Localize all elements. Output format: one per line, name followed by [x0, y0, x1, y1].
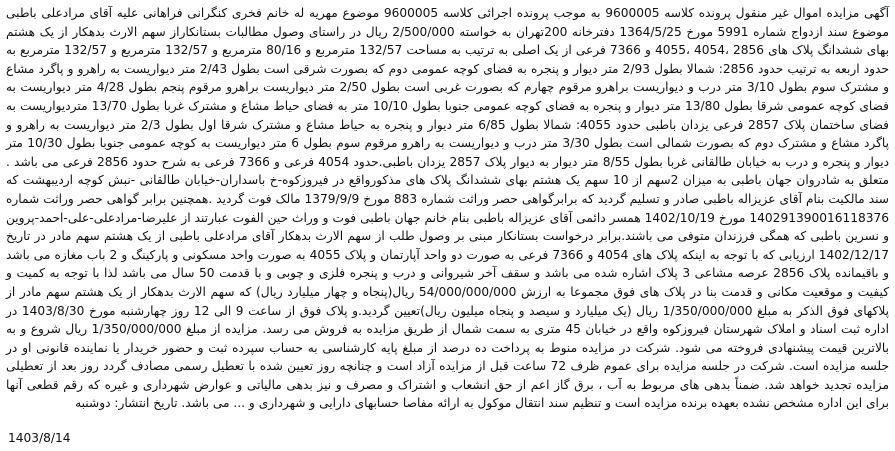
publication-date: 1403/8/14: [8, 431, 71, 445]
notice-body-text: آگهی مزایده اموال غیر منقول پرونده کلاسه 9600005 به موجب پرونده اجرائی کلاسه 9600005 موضوع مهریه له خانم فخری کنگرانی فراهانی علیه آقای مرادعلی باطبی موضوع سند ازدواج شماره 5991 مورخ 1364/5/25 دفترخانه 200تهران به خواسته 2/500/000 ریال در راستای وصول مطالبات بستانکاراز سهم الارث بدهکار از یک هشتم بهای ششدانگ پلاک های 2856 ،4054 ،4055 و 7366 فرعی از یک اصلی به ترتیب به مساحت 132/57 مترمربع و 80/16 مترمربع و 132/57 مترمربع و 132/57 مترمربع به حدود اربعه به ترتیب حدود 2856: شمالا بطول 2/93 متر دیوار و پنجره به فضای کوچه عمومی دوم که بصورت شرقی است بطول 2/43 متر دیواریست به راهرو و پاگرد مشاع و مشترک سوم بطول 3/10 متر درب و دیواریست براهرو مرقوم چهارم که بصورت غربی است بطول 2/50 متر دیواریست براهرو مرقوم پنجم بطول 4/28 متر دیواریست به فضای کوچه عمومی شرقا بطول 13/80 متر دیوار و پنجره به فضای کوچه عمومی جنوبا بطول 10/10 متر به فضای حیاط مشاع و مشترک غربا بطول 13/70 متردیواریست به فضای ساختمان پلاک 2857 فرعی یزدان باطبی حدود 4055: شمالا بطول 6/85 متر دیوار و پنجره به حیاط مشاع و مشترک شرقا اول بطول 2/3 متر دیواریست به راهرو و پاگرد مشاع و مشترک دوم که بصورت شمالی است بطول 3/30 متر درب و دیواریست به راهرو مرقوم سوم بطول 6 متر دیواریست به کوچه عمومی جنوبا بطول 10/30 متر دیوار و پنجره و درب به خیابان طالقانی غربا بطول 8/55 متر دیوار به دیوار پلاک 2857 یزدان باطبی.حدود 4054 فرعی و 7366 فرعی به شرح حدود 2856 فرعی می باشد . متعلق به شادروان جهان باطبی به میزان 2سهم از 10 سهم یک هشتم بهای ششدانگ پلاک های مذکورواقع در فیروزکوه-خ باسداران-خیابان طالقانی -نبش کوچه اردیبهشت که سند مالکیت بنام آقای عزیزاله باطبی صادر و تسلیم گردید که برابرگواهی حصر وراثت شماره 883 مورخ 1379/9/9 مالک فوت گردید .همچنین برابر گواهی حصر وراثت شماره 140291390016118376 مورخ 1402/10/19 همسر دائمی آقای عزیزاله باطبی بنام خانم جهان باطبی فوت و وراث حین الفوت عبارتند از علیرضا-مرادعلی-علی-احمد-پروین و نسرین باطبی که همگی فرزندان متوفی می باشند.برابر درخواست بستانکار مبنی بر وصول طلب از سهم الارث بدهکار آقای مرادعلی باطبی از یک هشتم سهم مادر در تاریخ 1402/12/17 ارزیابی که با توجه به اینکه پلاک های 4054 و 7366 فرعی به صورت دو واحد آپارتمان و پلاک 4055 به صورت واحد مسکونی و پارکینگ و 2 باب مغازه می باشد و باقیمانده پلاک 2856 عرصه مشاعی 3 پلاک اشاره شده می باشد و سقف آخر شیروانی و درب و پنجره فلزی و چوبی و با قدمت 50 سال می باشد لذا با توجه به کمیت و کیفیت و موقعیت مکانی و قدمت بنا در پلاک های فوق مجموعا به ارزش 54/000/000/000 ریال(پنجاه و چهار میلیارد ریال) که سهم الارث بدهکار از یک هشتم سهم مادر از پلاکهای فوق الذکر به مبلغ 1/350/000/000 ریال (یک میلیارد و سیصد و پنجاه میلیون ریال)تعیین گردید.و پلاک فوق از ساعت 9 الی 12 روز چهارشنبه مورخ 1403/8/30 در اداره ثبت اسناد و املاک شهرستان فیروزکوه واقع در خیابان 45 متری به سمت شمال از طریق مزایده به فروش می رسد. مزایده از مبلغ 1/350/000/000 ریال شروع و به بالاترین قیمت پیشنهادی فروخته می شود. شرکت در مزایده منوط به پرداخت ده درصد از مبلغ پایه کارشناسی به حساب سپرده ثبت و حضور خریدار یا نماینده قانونی او در جلسه مزایده است. شرکت در جلسه مزایده برای عموم ظرف 72 ساعت قبل از مزایده آزاد است و چنانچه روز تعیین شده با تعطیل رسمی مصادف گردد روز بعد از تعطیلی مزایده تجدید خواهد شد. ضمناً بدهی های مربوط به آب ، برق گاز اعم از حق انشعاب و اشتراک و مصرف و نیز بدهی مالیاتی و عوارض شهرداری و غیره که رقم قطعی آنها برای این اداره مشخص نشده بعهده برنده مزایده است و تنظیم سند انتقال موکول به ارائه مفاصا حسابهای دارایی و شهرداری و ... می باشد. تاریخ انتشار: دوشنبه: [6, 6, 890, 411]
